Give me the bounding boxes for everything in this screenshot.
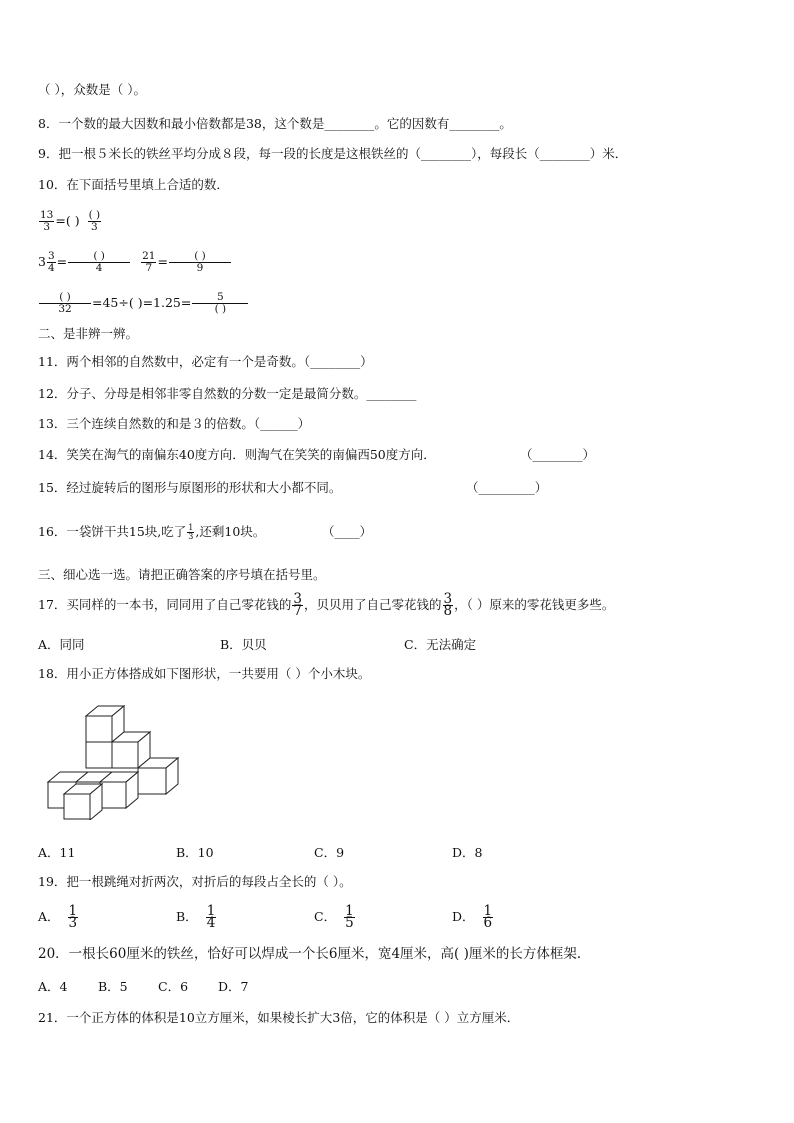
q20-option-a: A．4	[38, 979, 68, 994]
section-3-heading: 三、细心选一选。请把正确答案的序号填在括号里。	[38, 567, 326, 582]
question-15-answer-blank: （_________）	[466, 480, 548, 495]
question-18: 18．用小正方体搭成如下图形状，一共要用（ ）个小木块。	[38, 666, 371, 681]
question-14: 14．笑笑在淘气的南偏东40度方向．则淘气在笑笑的南偏西50度方向．	[38, 447, 436, 462]
q17-option-a: A．同同	[38, 637, 85, 652]
option-label: C．	[314, 909, 337, 924]
frac-den: 7	[293, 603, 303, 619]
option-label: D．	[452, 909, 475, 924]
option-label: B．	[176, 909, 198, 924]
q7-tail: （ ），众数是（ ）。	[38, 82, 146, 97]
question-9: 9．把一根５米长的铁丝平均分成８段，每一段的长度是这根铁丝的（________），每段长（________）米．	[38, 146, 628, 161]
q20-option-b: B．5	[98, 979, 128, 994]
q18-option-c: C．9	[314, 845, 345, 860]
frac-den: 4	[206, 915, 216, 931]
question-20: 20．一根长60厘米的铁丝，恰好可以焊成一个长6厘米，宽4厘米，高( )厘米的长方体框架．	[38, 946, 591, 962]
frac-num: 3	[47, 250, 55, 262]
q19-option-a	[38, 898, 79, 936]
question-21: 21．一个正方体的体积是10立方厘米，如果棱长扩大3倍，它的体积是（ ）立方厘米．	[38, 1010, 520, 1025]
frac-den: 4	[95, 262, 103, 274]
q17-text-b: ，贝贝用了自己零花钱的	[304, 597, 442, 612]
fraction-equals-blank: =( )	[55, 213, 80, 228]
option-label: A．	[38, 909, 60, 924]
frac-num: ( )	[39, 292, 91, 304]
cube-stack-figure	[44, 700, 184, 820]
question-13: 13．三个连续自然数的和是３的倍数。（______）	[38, 416, 311, 431]
q19-option-c	[314, 898, 356, 936]
frac-num: 1	[206, 903, 216, 919]
frac-den: 6	[483, 915, 493, 931]
frac-num: 5	[192, 292, 248, 304]
question-17	[38, 590, 614, 620]
frac-num: 21	[142, 250, 156, 262]
frac-den: 3	[91, 221, 98, 233]
question-15: 15．经过旋转后的图形与原图形的形状和大小都不同。	[38, 480, 342, 495]
frac-den: ( )	[214, 303, 227, 315]
frac-den: 8	[443, 603, 453, 619]
frac-num: ( )	[169, 251, 231, 263]
question-16	[38, 520, 265, 544]
q18-option-d: D．8	[452, 845, 483, 860]
q20-option-c: C．6	[158, 979, 189, 994]
question-8: 8．一个数的最大因数和最小倍数都是38，这个数是________。它的因数有________。	[38, 116, 512, 131]
q19-option-d	[452, 898, 494, 936]
frac-den: 3	[188, 532, 194, 541]
q18-option-b: B．10	[176, 845, 214, 860]
question-12: 12．分子、分母是相邻非零自然数的分数一定是最简分数。________	[38, 386, 417, 401]
frac-num: ( )	[88, 209, 101, 221]
frac-den: 9	[196, 262, 204, 274]
q17-text-c: ，（ ）原来的零花钱更多些。	[454, 597, 615, 612]
frac-num: 3	[443, 591, 453, 607]
q17-option-b: B．贝贝	[220, 637, 267, 652]
fraction-line-2: 3 $\frac{3}{4}$ = $\frac{( )}{4}$ $\frac{21}{7}$ = $\frac{( )}{9}$	[38, 247, 232, 277]
frac-den: 4	[47, 262, 55, 274]
frac-num: 1	[483, 903, 493, 919]
frac-num: 1	[188, 523, 194, 532]
q19-option-b	[176, 898, 217, 936]
frac-num: 13	[40, 209, 54, 221]
question-14-answer-blank: （________）	[520, 447, 596, 462]
q17-text-a: 17．买同样的一本书，同同用了自己零花钱的	[38, 597, 292, 612]
question-16-answer-blank: （____）	[322, 524, 373, 539]
frac-num: 1	[68, 903, 78, 919]
question-19: 19．把一根跳绳对折两次，对折后的每段占全长的（ ）。	[38, 874, 352, 889]
section-2-heading: 二、是非辨一辨。	[38, 326, 139, 341]
frac-num: 3	[293, 591, 303, 607]
frac-den: 3	[68, 915, 78, 931]
fraction-line-1	[38, 206, 102, 236]
question-11: 11．两个相邻的自然数中，必定有一个是奇数。（________）	[38, 354, 373, 369]
frac-den: 5	[345, 915, 354, 931]
q17-option-c: C．无法确定	[404, 637, 477, 652]
q16-text-a: 16．一袋饼干共15块,吃了	[38, 524, 187, 539]
q16-text-b: ,还剩10块。	[195, 524, 266, 539]
q20-option-d: D．7	[218, 979, 249, 994]
question-10: 10．在下面括号里填上合适的数．	[38, 177, 229, 192]
fraction-expression: =45÷( )=1.25=	[92, 295, 192, 310]
mixed-whole: 3	[38, 254, 46, 269]
frac-den: 3	[43, 221, 51, 233]
q18-option-a: A．11	[38, 845, 76, 860]
frac-den: 32	[58, 303, 72, 315]
frac-num: ( )	[68, 251, 130, 263]
frac-num: 1	[345, 903, 354, 919]
fraction-line-3	[38, 288, 249, 318]
frac-den: 7	[145, 262, 153, 274]
